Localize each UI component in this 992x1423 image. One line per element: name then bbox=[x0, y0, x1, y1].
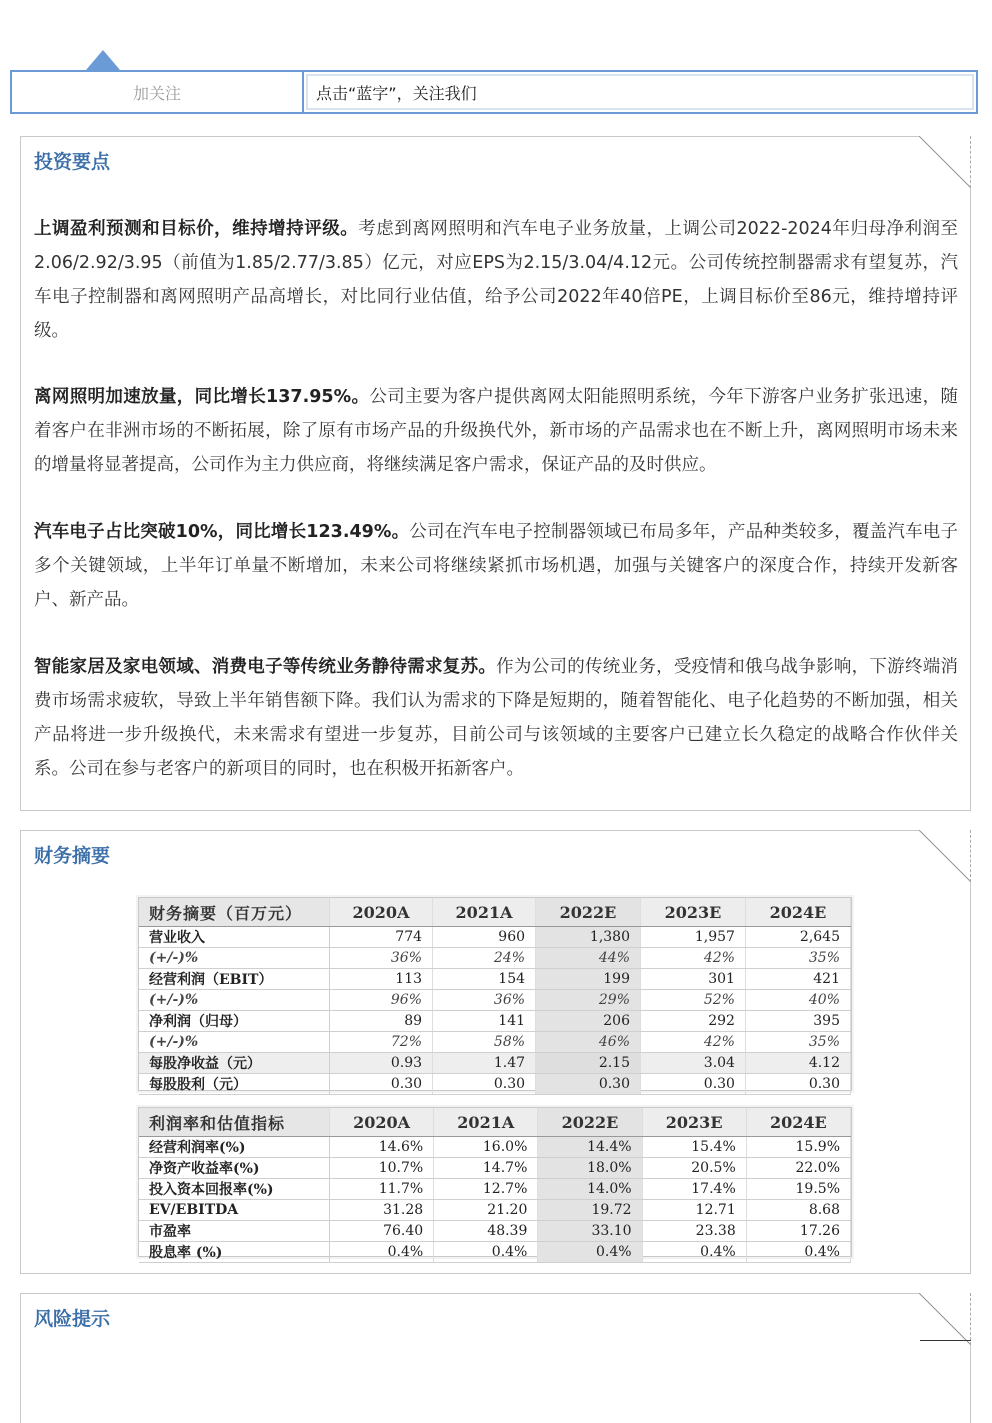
table-cell: 17.4% bbox=[642, 1179, 746, 1200]
table-cell: 14.4% bbox=[538, 1137, 642, 1158]
table-cell: 1,957 bbox=[641, 927, 746, 948]
table-header-year: 2020A bbox=[330, 1108, 434, 1137]
table-cell: 72% bbox=[330, 1032, 433, 1053]
table-cell: 2,645 bbox=[745, 927, 850, 948]
table-row bbox=[139, 1011, 851, 1032]
table-cell: 14.6% bbox=[330, 1137, 434, 1158]
table-cell: 42% bbox=[641, 948, 746, 969]
table-cell: 44% bbox=[536, 948, 641, 969]
table-row bbox=[139, 1053, 851, 1074]
follow-hint: 点击“蓝字”，关注我们 bbox=[306, 74, 974, 110]
table-cell: 0.30 bbox=[433, 1074, 536, 1095]
table-cell: 0.30 bbox=[330, 1074, 433, 1095]
table-cell: 395 bbox=[745, 1011, 850, 1032]
table-header-year: 2021A bbox=[434, 1108, 538, 1137]
table-cell: 20.5% bbox=[642, 1158, 746, 1179]
table-header-year: 2024E bbox=[745, 898, 850, 927]
table-header-year: 2020A bbox=[330, 898, 433, 927]
table-cell: 960 bbox=[433, 927, 536, 948]
table-cell: 36% bbox=[433, 990, 536, 1011]
table-row bbox=[139, 1179, 851, 1200]
paragraph-body: 作为公司的传统业务，受疫情和俄乌战争影响，下游终端消费市场需求疲软，导致上半年销售额下降。我们认为需求的下降是短期的，随着智能化、电子化趋势的不断加强，相关产品将进一步升级换代，未来需求有望进一步复苏，目前公司与该领域的主要客户已建立长久稳定的战略合作伙伴关系。公司在参与老客户的新项目的同时，也在积极开拓新客户。 bbox=[34, 657, 959, 779]
table-cell: 14.7% bbox=[434, 1158, 538, 1179]
row-label: 经营利润率(%) bbox=[139, 1137, 330, 1158]
divider bbox=[920, 1340, 971, 1341]
table-row bbox=[139, 1158, 851, 1179]
table-header-year: 2023E bbox=[642, 1108, 746, 1137]
table-cell: 17.26 bbox=[746, 1221, 850, 1242]
follow-bar[interactable] bbox=[10, 70, 978, 114]
table-cell: 19.5% bbox=[746, 1179, 850, 1200]
valuation-metrics-table bbox=[139, 1108, 851, 1263]
table-header-year: 2023E bbox=[641, 898, 746, 927]
table-cell: 1,380 bbox=[536, 927, 641, 948]
table-cell: 113 bbox=[330, 969, 433, 990]
table-cell: 18.0% bbox=[538, 1158, 642, 1179]
table-cell: 89 bbox=[330, 1011, 433, 1032]
table-cell: 23.38 bbox=[642, 1221, 746, 1242]
table-cell: 31.28 bbox=[330, 1200, 434, 1221]
financial-section bbox=[20, 830, 971, 1274]
table-cell: 35% bbox=[745, 1032, 850, 1053]
table-row bbox=[139, 1200, 851, 1221]
table-cell: 58% bbox=[433, 1032, 536, 1053]
table-cell: 0.30 bbox=[745, 1074, 850, 1095]
row-label: 股息率 (%) bbox=[139, 1242, 330, 1263]
row-label: 每股股利（元） bbox=[139, 1074, 330, 1095]
table-cell: 29% bbox=[536, 990, 641, 1011]
row-label: 营业收入 bbox=[139, 927, 330, 948]
page-fold-corner bbox=[919, 1293, 971, 1345]
table-cell: 35% bbox=[745, 948, 850, 969]
table-cell: 0.4% bbox=[538, 1242, 642, 1263]
paragraph-body: 考虑到离网照明和汽车电子业务放量，上调公司2022-2024年归母净利润至2.06/2.92/3.95（前值为1.85/2.77/3.85）亿元，对应EPS为2.15/3.04/4.12元。公司传统控制器需求有望复苏，汽车电子控制器和离网照明产品高增长，对比同行业估值，给予公司2022年40倍PE，上调目标价至86元，维持增持评级。 bbox=[34, 219, 959, 341]
table-cell: 76.40 bbox=[330, 1221, 434, 1242]
table-cell: 301 bbox=[641, 969, 746, 990]
row-label: 市盈率 bbox=[139, 1221, 330, 1242]
section-title: 财务摘要 bbox=[34, 845, 111, 867]
table-header-year: 2022E bbox=[538, 1108, 642, 1137]
paragraph bbox=[34, 212, 958, 348]
row-label: 经营利润（EBIT） bbox=[139, 969, 330, 990]
paragraph-body: 公司主要为客户提供离网太阳能照明系统，今年下游客户业务扩张迅速，随着客户在非洲市场的不断拓展，除了原有市场产品的升级换代外，新市场的产品需求也在不断上升，离网照明市场未来的增量将显著提高，公司作为主力供应商，将继续满足客户需求，保证产品的及时供应。 bbox=[34, 387, 958, 475]
table-row bbox=[139, 948, 851, 969]
table-cell: 42% bbox=[641, 1032, 746, 1053]
investment-section bbox=[20, 136, 971, 811]
page-fold-corner bbox=[919, 830, 971, 882]
financial-summary-table bbox=[139, 898, 851, 1095]
row-label: 净利润（归母） bbox=[139, 1011, 330, 1032]
table-row bbox=[139, 990, 851, 1011]
table-cell: 24% bbox=[433, 948, 536, 969]
table-cell: 199 bbox=[536, 969, 641, 990]
table-cell: 1.47 bbox=[433, 1053, 536, 1074]
table-cell: 12.7% bbox=[434, 1179, 538, 1200]
table-header-title: 财务摘要（百万元） bbox=[139, 898, 330, 927]
paragraph-lead: 上调盈利预测和目标价，维持增持评级。 bbox=[34, 219, 359, 239]
risk-section bbox=[20, 1293, 971, 1423]
table-row bbox=[139, 1221, 851, 1242]
table-cell: 0.93 bbox=[330, 1053, 433, 1074]
row-label: (+/-)% bbox=[139, 948, 330, 969]
paragraph bbox=[34, 650, 958, 786]
table-row bbox=[139, 1137, 851, 1158]
table-cell: 11.7% bbox=[330, 1179, 434, 1200]
row-label: 投入资本回报率(%) bbox=[139, 1179, 330, 1200]
table-cell: 52% bbox=[641, 990, 746, 1011]
table-cell: 0.4% bbox=[746, 1242, 850, 1263]
table-row bbox=[139, 927, 851, 948]
table-row bbox=[139, 1032, 851, 1053]
table-cell: 0.30 bbox=[536, 1074, 641, 1095]
table-cell: 0.4% bbox=[642, 1242, 746, 1263]
page-fold-corner bbox=[919, 136, 971, 188]
row-label: 每股净收益（元） bbox=[139, 1053, 330, 1074]
row-label: EV/EBITDA bbox=[139, 1200, 330, 1221]
paragraph bbox=[34, 380, 958, 482]
table-cell: 19.72 bbox=[538, 1200, 642, 1221]
table-cell: 421 bbox=[745, 969, 850, 990]
paragraph-lead: 汽车电子占比突破10%，同比增长123.49%。 bbox=[34, 522, 410, 542]
paragraph-body: 公司在汽车电子控制器领域已布局多年，产品种类较多，覆盖汽车电子多个关键领域，上半年订单量不断增加，未来公司将继续紧抓市场机遇，加强与关键客户的深度合作，持续开发新客户、新产品。 bbox=[34, 522, 959, 610]
table-cell: 292 bbox=[641, 1011, 746, 1032]
table-cell: 141 bbox=[433, 1011, 536, 1032]
table-cell: 10.7% bbox=[330, 1158, 434, 1179]
table-cell: 33.10 bbox=[538, 1221, 642, 1242]
table-cell: 40% bbox=[745, 990, 850, 1011]
table-cell: 16.0% bbox=[434, 1137, 538, 1158]
table-cell: 2.15 bbox=[536, 1053, 641, 1074]
table-cell: 21.20 bbox=[434, 1200, 538, 1221]
row-label: 净资产收益率(%) bbox=[139, 1158, 330, 1179]
table-cell: 12.71 bbox=[642, 1200, 746, 1221]
row-label: (+/-)% bbox=[139, 1032, 330, 1053]
table-header-year: 2022E bbox=[536, 898, 641, 927]
paragraph bbox=[34, 515, 958, 617]
table-cell: 36% bbox=[330, 948, 433, 969]
table-header-year: 2024E bbox=[746, 1108, 850, 1137]
table-cell: 0.4% bbox=[330, 1242, 434, 1263]
table-row bbox=[139, 1242, 851, 1263]
table-cell: 206 bbox=[536, 1011, 641, 1032]
table-row bbox=[139, 1074, 851, 1095]
table-cell: 22.0% bbox=[746, 1158, 850, 1179]
table-cell: 96% bbox=[330, 990, 433, 1011]
follow-pointer bbox=[86, 50, 120, 70]
table-cell: 0.30 bbox=[641, 1074, 746, 1095]
section-title: 风险提示 bbox=[34, 1308, 111, 1330]
row-label: (+/-)% bbox=[139, 990, 330, 1011]
table-cell: 14.0% bbox=[538, 1179, 642, 1200]
table-cell: 774 bbox=[330, 927, 433, 948]
table-cell: 48.39 bbox=[434, 1221, 538, 1242]
table-header-year: 2021A bbox=[433, 898, 536, 927]
table-row bbox=[139, 969, 851, 990]
table-cell: 4.12 bbox=[745, 1053, 850, 1074]
table-cell: 0.4% bbox=[434, 1242, 538, 1263]
section-title: 投资要点 bbox=[34, 151, 111, 173]
table-cell: 15.4% bbox=[642, 1137, 746, 1158]
table-cell: 46% bbox=[536, 1032, 641, 1053]
table-cell: 3.04 bbox=[641, 1053, 746, 1074]
paragraph-lead: 智能家居及家电领域、消费电子等传统业务静待需求复苏。 bbox=[34, 657, 497, 677]
follow-button[interactable]: 加关注 bbox=[12, 72, 304, 112]
table-cell: 8.68 bbox=[746, 1200, 850, 1221]
table-cell: 154 bbox=[433, 969, 536, 990]
table-cell: 15.9% bbox=[746, 1137, 850, 1158]
table-header-title: 利润率和估值指标 bbox=[139, 1108, 330, 1137]
paragraph-lead: 离网照明加速放量，同比增长137.95%。 bbox=[34, 387, 370, 407]
